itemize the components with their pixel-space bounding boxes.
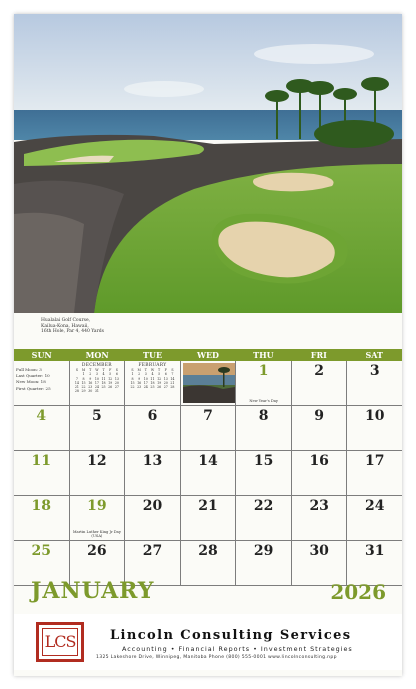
day-number: 27 xyxy=(142,543,163,559)
day-number: 6 xyxy=(147,408,158,424)
day-number: 8 xyxy=(258,408,269,424)
day-number: 14 xyxy=(198,453,218,469)
day-cell xyxy=(347,361,402,405)
day-cell xyxy=(292,541,348,585)
day-number: 20 xyxy=(142,498,163,514)
mini-calendar-title: FEBRUARY xyxy=(138,363,167,368)
mini-weekday: S xyxy=(115,368,118,372)
day-number: 24 xyxy=(365,498,385,514)
thumbnail-photo xyxy=(183,363,235,403)
mini-weekday: F xyxy=(164,368,167,372)
day-number: 11 xyxy=(31,453,52,469)
mini-day: 9 xyxy=(138,376,141,381)
mini-day: 26 xyxy=(108,385,113,390)
mini-day: 20 xyxy=(163,380,168,385)
day-cell xyxy=(347,496,402,540)
week-row xyxy=(14,406,402,451)
mini-day: 22 xyxy=(130,385,135,390)
weeks-container xyxy=(14,361,402,586)
mini-weekday: F xyxy=(109,368,112,372)
mini-day: 16 xyxy=(137,380,142,385)
mini-day: 8 xyxy=(131,376,134,381)
mini-day: 31 xyxy=(94,389,99,394)
company-name: Lincoln Consulting Services xyxy=(110,628,352,643)
company-logo xyxy=(36,622,84,662)
mini-day: 1 xyxy=(82,372,85,377)
moon-phase-line: New Moon: 18 xyxy=(16,379,46,385)
day-number: 23 xyxy=(309,498,329,514)
mini-weekday: S xyxy=(75,368,78,372)
mini-day: 28 xyxy=(74,389,79,394)
caption-line: Kailua-Kona, Hawaii, xyxy=(41,323,89,329)
mini-day: 12 xyxy=(157,376,162,381)
day-number: 25 xyxy=(31,543,52,559)
company-address: 1325 Lakeshore Drive, Winnipeg, Manitoba Phone (800) 555-0001 www.lincolnconsulting.npp xyxy=(96,655,337,660)
weekday-tue: TUE xyxy=(143,350,163,360)
day-cell xyxy=(181,451,237,495)
week-row xyxy=(14,496,402,541)
logo-letters: LCS xyxy=(44,632,76,651)
mini-day: 30 xyxy=(88,389,93,394)
mini-day: 5 xyxy=(158,372,161,377)
mini-day: 4 xyxy=(102,372,105,377)
day-cell xyxy=(347,451,402,495)
caption-line: 16th Hole, Par 4, 440 Yards xyxy=(41,329,104,335)
day-cell xyxy=(70,496,126,540)
day-cell xyxy=(181,361,237,405)
day-number: 22 xyxy=(253,498,274,514)
day-cell xyxy=(181,406,237,450)
day-cell xyxy=(236,541,292,585)
day-cell xyxy=(236,451,292,495)
day-number: 7 xyxy=(203,408,213,424)
mini-day: 7 xyxy=(171,372,174,377)
day-cell xyxy=(236,406,292,450)
mini-day: 12 xyxy=(108,376,113,381)
day-cell xyxy=(70,361,126,405)
mini-day: 27 xyxy=(163,385,168,390)
mini-day: 27 xyxy=(114,385,119,390)
mini-day xyxy=(114,389,121,393)
moon-phase-line: Last Quarter: 10 xyxy=(16,373,50,379)
day-number: 16 xyxy=(309,453,329,469)
mini-day: 21 xyxy=(74,385,79,390)
year-title: 2026 xyxy=(330,580,386,604)
holiday-label: New Year's Day xyxy=(249,398,278,403)
day-cell xyxy=(14,406,70,450)
day-number: 21 xyxy=(198,498,218,514)
mini-day: 3 xyxy=(144,372,147,377)
mini-day: 2 xyxy=(89,372,92,377)
day-number: 5 xyxy=(91,408,102,424)
mini-day: 18 xyxy=(101,380,106,385)
mini-day: 6 xyxy=(115,372,118,377)
mini-weekday: W xyxy=(150,368,155,372)
weekday-thu: THU xyxy=(253,350,274,360)
mini-day: 9 xyxy=(89,376,92,381)
mini-day: 2 xyxy=(138,372,141,377)
mini-day: 28 xyxy=(170,385,175,390)
day-number: 4 xyxy=(36,408,47,424)
moon-phases xyxy=(16,367,51,392)
mini-day: 24 xyxy=(143,385,148,390)
day-cell xyxy=(292,451,348,495)
mini-day: 13 xyxy=(163,376,168,381)
day-number: 26 xyxy=(87,543,107,559)
mini-weekday: M xyxy=(137,368,141,372)
mini-day: 25 xyxy=(150,385,155,390)
day-number: 17 xyxy=(365,453,385,469)
day-cell xyxy=(292,361,348,405)
mini-calendar-row xyxy=(74,389,121,393)
day-number: 3 xyxy=(369,363,380,379)
mini-day: 19 xyxy=(157,380,162,385)
day-number: 10 xyxy=(365,408,385,424)
day-cell xyxy=(181,541,237,585)
holiday-label: Martin Luther King Jr Day (USA) xyxy=(72,529,121,538)
mini-weekday: T xyxy=(89,368,92,372)
mini-day: 19 xyxy=(108,380,113,385)
mini-day: 20 xyxy=(114,380,119,385)
advertiser-footer xyxy=(14,614,402,670)
day-number: 30 xyxy=(309,543,329,559)
mini-weekday: W xyxy=(95,368,99,372)
day-cell xyxy=(347,541,402,585)
mini-day: 18 xyxy=(150,380,155,385)
calendar-grid xyxy=(14,349,402,586)
day-number: 28 xyxy=(198,543,218,559)
mini-weekday: M xyxy=(81,368,86,372)
company-tagline: Accounting • Financial Reports • Investment Strategies xyxy=(122,645,353,653)
day-cell xyxy=(125,496,181,540)
day-cell xyxy=(125,451,181,495)
mini-day: 6 xyxy=(164,372,167,377)
week-row xyxy=(14,361,402,406)
day-cell xyxy=(70,451,126,495)
day-number: 29 xyxy=(253,543,274,559)
week-row xyxy=(14,451,402,496)
month-title: JANUARY xyxy=(31,578,155,604)
day-number: 15 xyxy=(253,453,274,469)
day-number: 9 xyxy=(314,408,325,424)
day-number: 13 xyxy=(142,453,163,469)
weekday-wed: WED xyxy=(196,350,219,360)
mini-day: 8 xyxy=(82,376,85,381)
mini-day: 24 xyxy=(94,385,99,390)
mini-day: 23 xyxy=(88,385,93,390)
day-number: 18 xyxy=(31,498,52,514)
mini-day: 15 xyxy=(81,380,86,385)
mini-day: 21 xyxy=(170,380,175,385)
mini-day xyxy=(107,389,114,393)
caption-line: Hualalai Golf Course, xyxy=(41,318,91,323)
weekday-header xyxy=(14,349,402,361)
mini-day: 1 xyxy=(131,372,134,377)
day-cell xyxy=(236,361,292,405)
mini-weekday: T xyxy=(158,368,161,372)
day-cell xyxy=(14,451,70,495)
day-number: 2 xyxy=(314,363,325,379)
mini-day: 23 xyxy=(137,385,142,390)
mini-day: 10 xyxy=(143,376,148,381)
mini-day: 22 xyxy=(81,385,86,390)
mini-calendar-december xyxy=(74,363,121,394)
day-cell xyxy=(292,406,348,450)
mini-day: 5 xyxy=(109,372,112,377)
mini-weekday: S xyxy=(171,368,174,372)
moon-phase-line: Full Moon: 3 xyxy=(16,367,42,372)
mini-calendar-february xyxy=(129,363,176,389)
mini-day: 29 xyxy=(81,389,86,394)
day-cell xyxy=(236,496,292,540)
mini-day: 16 xyxy=(88,380,93,385)
mini-weekday: T xyxy=(102,368,105,372)
day-number: 19 xyxy=(87,498,107,514)
mini-day: 3 xyxy=(95,372,98,377)
photo-caption xyxy=(41,318,161,335)
mini-day: 13 xyxy=(114,376,119,381)
mini-day: 14 xyxy=(170,376,175,381)
day-cell xyxy=(14,496,70,540)
weekday-fri: FRI xyxy=(310,350,327,360)
day-number: 31 xyxy=(365,543,385,559)
mini-day: 15 xyxy=(130,380,135,385)
mini-day: 10 xyxy=(94,376,99,381)
day-cell xyxy=(70,406,126,450)
weekday-mon: MON xyxy=(85,350,109,360)
mini-day: 26 xyxy=(157,385,162,390)
weekday-sun: SUN xyxy=(31,350,52,360)
mini-day xyxy=(100,389,107,393)
mini-day: 4 xyxy=(151,372,154,377)
mini-weekday: S xyxy=(131,368,134,372)
mini-day: 11 xyxy=(101,376,106,381)
moon-phase-line: First Quarter: 25 xyxy=(16,385,51,391)
mini-day: 25 xyxy=(101,385,106,390)
mini-day: 17 xyxy=(143,380,148,385)
day-cell xyxy=(14,361,70,405)
day-number: 12 xyxy=(87,453,107,469)
day-cell xyxy=(125,361,181,405)
mini-calendar-title: DECEMBER xyxy=(81,363,112,368)
day-cell xyxy=(347,406,402,450)
day-cell xyxy=(125,406,181,450)
day-cell xyxy=(181,496,237,540)
mini-day: 14 xyxy=(74,380,79,385)
mini-calendar-row xyxy=(129,385,176,389)
weekday-sat: SAT xyxy=(365,350,383,360)
golf-course-photo xyxy=(14,14,402,313)
mini-day: 11 xyxy=(150,376,155,381)
mini-day: 17 xyxy=(94,380,99,385)
day-number: 1 xyxy=(258,363,269,379)
day-cell xyxy=(292,496,348,540)
mini-day: 7 xyxy=(75,376,78,381)
mini-weekday: T xyxy=(144,368,147,372)
